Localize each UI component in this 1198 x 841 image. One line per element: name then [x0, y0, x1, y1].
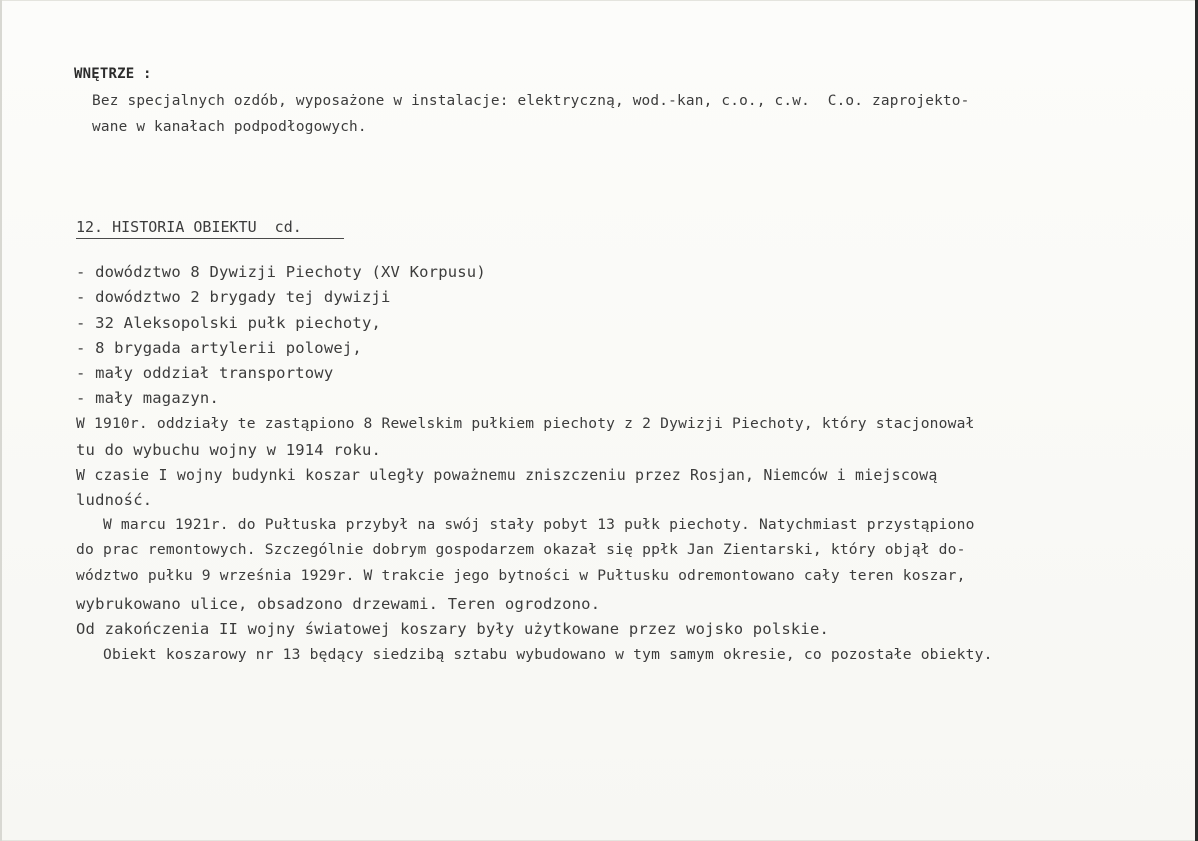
paragraph-line: W marcu 1921r. do Pułtuska przybył na swój stały pobyt 13 pułk piechoty. Natychmiast przystąpiono: [76, 516, 975, 533]
paragraph-line: wództwo pułku 9 września 1929r. W trakcie jego bytności w Pułtusku odremontowano cały teren koszar,: [76, 567, 966, 584]
list-item: - 8 brygada artylerii polowej,: [76, 339, 362, 357]
paragraph-line: wybrukowano ulice, obsadzono drzewami. Teren ogrodzono.: [76, 595, 601, 613]
list-item: - dowództwo 2 brygady tej dywizji: [76, 288, 391, 306]
interior-line-1: Bez specjalnych ozdób, wyposażone w instalacje: elektryczną, wod.-kan, c.o., c.w. C.o. zaprojekto-: [92, 93, 970, 109]
list-item: - dowództwo 8 Dywizji Piechoty (XV Korpusu): [76, 263, 486, 281]
list-item: - mały oddział transportowy: [76, 364, 334, 382]
paragraph-line: W czasie I wojny budynki koszar uległy poważnemu zniszczeniu przez Rosjan, Niemców i miejscową: [76, 466, 938, 484]
interior-line-2: wane w kanałach podpodłogowych.: [92, 119, 367, 135]
paragraph-line: tu do wybuchu wojny w 1914 roku.: [76, 441, 382, 459]
paragraph-line: do prac remontowych. Szczególnie dobrym gospodarzem okazał się ppłk Jan Zientarski, który objął do-: [76, 541, 966, 558]
paragraph-line: Obiekt koszarowy nr 13 będący siedzibą sztabu wybudowano w tym samym okresie, co pozostałe obiekty.: [76, 646, 993, 663]
paragraph-line: W 1910r. oddziały te zastąpiono 8 Rewelskim pułkiem piechoty z 2 Dywizji Piechoty, który stacjonował: [76, 415, 975, 432]
paragraph-line: ludność.: [76, 491, 153, 509]
section-title-underline: [76, 238, 344, 239]
section-title: 12. HISTORIA OBIEKTU cd.: [76, 218, 302, 236]
list-item: - 32 Aleksopolski pułk piechoty,: [76, 314, 382, 332]
list-item: - mały magazyn.: [76, 389, 219, 407]
page-left-edge: [0, 0, 2, 841]
interior-heading: WNĘTRZE :: [74, 66, 152, 82]
paragraph-line: Od zakończenia II wojny światowej koszary były użytkowane przez wojsko polskie.: [76, 620, 830, 638]
